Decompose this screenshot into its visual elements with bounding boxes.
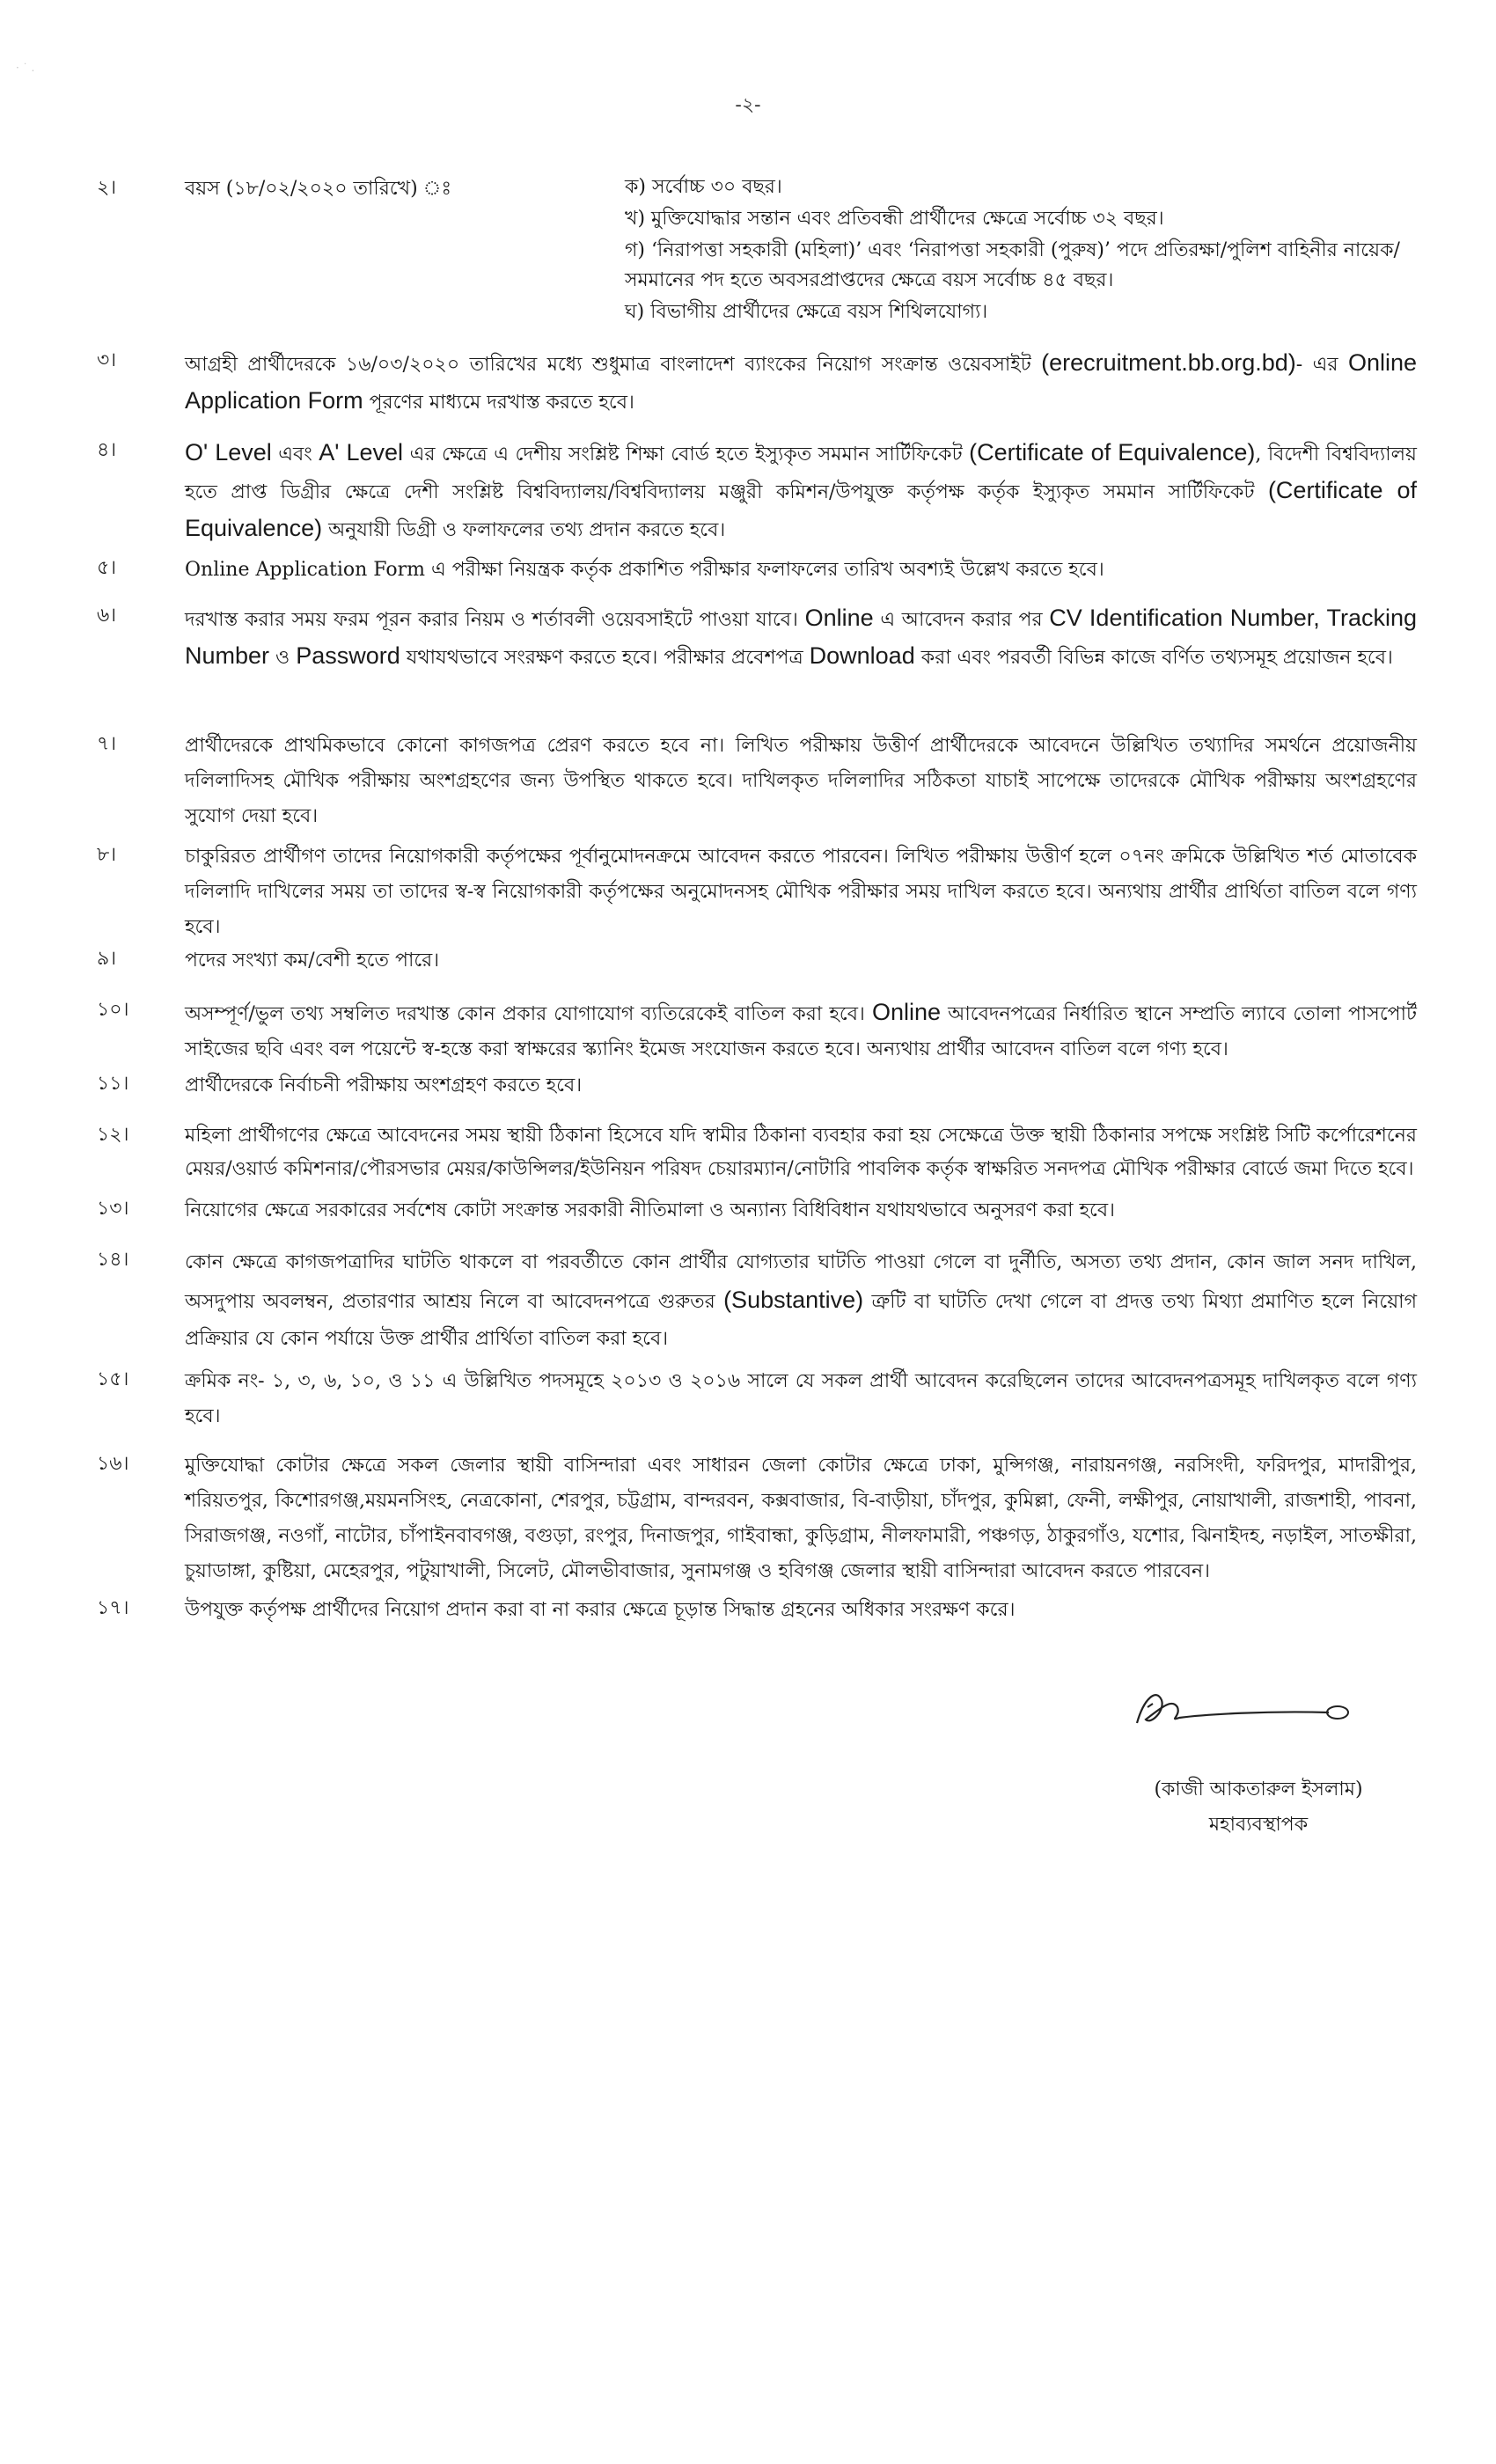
- item-text: ক্রমিক নং- ১, ৩, ৬, ১০, ও ১১ এ উল্লিখিত পদসমূহে ২০১৩ ও ২০১৬ সালে যে সকল প্রার্থী আবেদন করেছিলেন তাদের আবেদনপত্রসমূহ দাখিলকৃত বলে গণ্য হবে।: [185, 1370, 1417, 1427]
- item-number: ১৪।: [97, 1249, 129, 1271]
- website-url: (erecruitment.bb.org.bd): [1041, 349, 1296, 376]
- item-text: উপযুক্ত কর্তৃপক্ষ প্রার্থীদের নিয়োগ প্রদান করা বা না করার ক্ষেত্রে চূড়ান্ত সিদ্ধান্ত গ্রহনের অধিকার সংরক্ষণ করে।: [185, 1599, 1016, 1621]
- item-text: প্রার্থীদেরকে প্রাথমিকভাবে কোনো কাগজপত্র প্রেরণ করতে হবে না। লিখিত পরীক্ষায় উত্তীর্ণ প্রার্থীদেরকে আবেদনে উল্লিখিত তথ্যাদির সমর্থনে প্রয়োজনীয় দলিলাদিসহ মৌখিক পরীক্ষায় অংশগ্রহণের জন্য উপস্থিত থাকতে হবে। দাখিলকৃত দলিলাদির সঠিকতা যাচাই সাপেক্ষে তাদেরকে মৌখিক পরীক্ষায় অংশগ্রহণের সুযোগ দেয়া হবে।: [185, 735, 1417, 827]
- item-number: ১০।: [97, 999, 129, 1021]
- signatory-designation: মহাব্যবস্থাপক: [1208, 1814, 1309, 1836]
- sub-clause-gha: ঘ) বিভাগীয় প্রার্থীদের ক্ষেত্রে বয়স শিথিলযোগ্য।: [625, 301, 988, 323]
- item-number: ৪।: [97, 439, 117, 461]
- page-number: -২-: [735, 94, 761, 116]
- item-number: ১২।: [97, 1124, 129, 1146]
- handwritten-signature: [1126, 1681, 1390, 1742]
- item-number: ১৬।: [97, 1453, 129, 1475]
- sub-clause-ga: গ) ‘নিরাপত্তা সহকারী (মহিলা)’ এবং ‘নিরাপত্তা সহকারী (পুরুষ)’ পদে প্রতিরক্ষা/পুলিশ বাহিনীর নায়েক/সমমানের পদ হতে অবসরপ্রাপ্তদের ক্ষেত্রে বয়স সর্বোচ্চ ৪৫ বছর।: [625, 239, 1400, 291]
- item-text: দরখাস্ত করার সময় ফরম পূরন করার নিয়ম ও শর্তাবলী ওয়েবসাইটে পাওয়া যাবে। Online এ আবেদন করার পর CV Identification Number, Tracking Number ও Password যথাযথভাবে সংরক্ষণ করতে হবে। পরীক্ষার প্রবেশপত্র Download করা এবং পরবর্তী বিভিন্ন কাজে বর্ণিত তথ্যসমূহ প্রয়োজন হবে।: [185, 605, 1417, 669]
- item-text: O' Level এবং A' Level এর ক্ষেত্রে এ দেশীয় সংশ্লিষ্ট শিক্ষা বোর্ড হতে ইস্যুকৃত সমমান সার্টিফিকেট (Certificate of Equivalence), বিদেশী বিশ্ববিদ্যালয় হতে প্রাপ্ত ডিগ্রীর ক্ষেত্রে দেশী সংশ্লিষ্ট বিশ্ববিদ্যালয়/বিশ্ববিদ্যালয় মঞ্জুরী কমিশন/উপযুক্ত কর্তৃপক্ষ কর্তৃক ইস্যুকৃত সমমান সার্টিফিকেট (Certificate of Equivalence) অনুযায়ী ডিগ্রী ও ফলাফলের তথ্য প্রদান করতে হবে।: [185, 439, 1417, 541]
- item-number: ১১।: [97, 1073, 129, 1095]
- sub-clause-ka: ক) সর্বোচ্চ ৩০ বছর।: [625, 176, 782, 198]
- item-number: ১৩।: [97, 1198, 129, 1220]
- item-text: অসম্পূর্ণ/ভুল তথ্য সম্বলিত দরখাস্ত কোন প্রকার যোগাযোগ ব্যতিরেকেই বাতিল করা হবে। Online আবেদনপত্রের নির্ধারিত স্থানে সম্প্রতি ল্যাবে তোলা পাসপোর্ট সাইজের ছবি এবং বল পয়েন্টে স্ব-হস্তে করা স্বাক্ষরের স্ক্যানিং ইমেজ সংযোজন করতে হবে। অন্যথায় প্রার্থীর আবেদন বাতিল বলে গণ্য হবে।: [185, 999, 1417, 1060]
- scan-speck: · ˙ .: [16, 62, 35, 74]
- age-label: বয়স (১৮/০২/২০২০ তারিখে) ঃ: [185, 178, 452, 200]
- item-text: আগ্রহী প্রার্থীদেরকে ১৬/০৩/২০২০ তারিখের মধ্যে শুধুমাত্র বাংলাদেশ ব্যাংকের নিয়োগ সংক্রান্ত ওয়েবসাইট (erecruitment.bb.org.bd)- এর Online Application Form পূরণের মাধ্যমে দরখাস্ত করতে হবে।: [185, 349, 1417, 414]
- item-number: ৩।: [97, 349, 117, 371]
- item-text: কোন ক্ষেত্রে কাগজপত্রাদির ঘাটতি থাকলে বা পরবর্তীতে কোন প্রার্থীর যোগ্যতার ঘাটতি পাওয়া গেলে বা দুর্নীতি, অসত্য তথ্য প্রদান, কোন জাল সনদ দাখিল, অসদুপায় অবলম্বন, প্রতারণার আশ্রয় নিলে বা আবেদনপত্রে গুরুতর (Substantive) ত্রুটি বা ঘাটতি দেখা গেলে বা প্রদত্ত তথ্য মিথ্যা প্রমাণিত হলে নিয়োগ প্রক্রিয়ার যে কোন পর্যায়ে উক্ত প্রার্থীর প্রার্থিতা বাতিল করা হবে।: [185, 1251, 1417, 1350]
- sub-clause-kha: খ) মুক্তিযোদ্ধার সন্তান এবং প্রতিবন্ধী প্রার্থীদের ক্ষেত্রে সর্বোচ্চ ৩২ বছর।: [625, 208, 1164, 230]
- item-number: ৭।: [97, 733, 117, 755]
- item-text: নিয়োগের ক্ষেত্রে সরকারের সর্বশেষ কোটা সংক্রান্ত সরকারী নীতিমালা ও অন্যান্য বিধিবিধান যথাযথভাবে অনুসরণ করা হবে।: [185, 1199, 1116, 1221]
- item-text: মুক্তিযোদ্ধা কোটার ক্ষেত্রে সকল জেলার স্থায়ী বাসিন্দারা এবং সাধারন জেলা কোটার ক্ষেত্রে ঢাকা, মুন্সিগঞ্জ, নারায়নগঞ্জ, নরসিংদী, ফরিদপুর, মাদারীপুর, শরিয়তপুর, কিশোরগঞ্জ,ময়মনসিংহ, নেত্রকোনা, শেরপুর, চট্টগ্রাম, বান্দরবন, কক্সবাজার, বি-বাড়ীয়া, চাঁদপুর, কুমিল্লা, ফেনী, লক্ষীপুর, নোয়াখালী, রাজশাহী, পাবনা, সিরাজগঞ্জ, নওগাঁ, নাটোর, চাঁপাইনবাবগঞ্জ, বগুড়া, রংপুর, দিনাজপুর, গাইবান্ধা, কুড়িগ্রাম, নীলফামারী, পঞ্চগড়, ঠাকুরগাঁও, যশোর, ঝিনাইদহ, নড়াইল, সাতক্ষীরা, চুয়াডাঙ্গা, কুষ্টিয়া, মেহেরপুর, পটুয়াখালী, সিলেট, মৌলভীবাজার, সুনামগঞ্জ ও হবিগঞ্জ জেলার স্থায়ী বাসিন্দারা আবেদন করতে পারবেন।: [185, 1455, 1417, 1582]
- item-number: ৬।: [97, 605, 117, 627]
- item-number: ৯।: [97, 948, 117, 970]
- item-number: ২।: [97, 177, 117, 199]
- item-number: ৮।: [97, 844, 117, 866]
- item-text: চাকুরিরত প্রার্থীগণ তাদের নিয়োগকারী কর্তৃপক্ষের পূর্বানুমোদনক্রমে আবেদন করতে পারবেন। লিখিত পরীক্ষায় উত্তীর্ণ হলে ০৭নং ক্রমিকে উল্লিখিত শর্ত মোতাবেক দলিলাদি দাখিলের সময় তা তাদের স্ব-স্ব নিয়োগকারী কর্তৃপক্ষের অনুমোদনসহ মৌখিক পরীক্ষার সময় দাখিল করতে হবে। অন্যথায় প্রার্থীর প্রার্থিতা বাতিল বলে গণ্য হবে।: [185, 846, 1417, 938]
- item-text: Online Application Form এ পরীক্ষা নিয়ন্ত্রক কর্তৃক প্রকাশিত পরীক্ষার ফলাফলের তারিখ অবশ্যই উল্লেখ করতে হবে।: [185, 559, 1104, 581]
- signatory-name: (কাজী আকতারুল ইসলাম): [1154, 1778, 1363, 1800]
- item-text: পদের সংখ্যা কম/বেশী হতে পারে।: [185, 950, 440, 972]
- item-number: ৫।: [97, 557, 117, 579]
- item-number: ১৭।: [97, 1597, 129, 1619]
- item-text: মহিলা প্রার্থীগণের ক্ষেত্রে আবেদনের সময় স্থায়ী ঠিকানা হিসেবে যদি স্বামীর ঠিকানা ব্যবহার করা হয় সেক্ষেত্রে উক্ত স্থায়ী ঠিকানার সপক্ষে সংশ্লিষ্ট সিটি কর্পোরেশনের মেয়র/ওয়ার্ড কমিশনার/পৌরসভার মেয়র/কাউন্সিলর/ইউনিয়ন পরিষদ চেয়ারম্যান/নোটারি পাবলিক কর্তৃক স্বাক্ষরিত সনদপত্র মৌখিক পরীক্ষার বোর্ডে জমা দিতে হবে।: [185, 1125, 1417, 1180]
- item-text: প্রার্থীদেরকে নির্বাচনী পরীক্ষায় অংশগ্রহণ করতে হবে।: [185, 1074, 583, 1096]
- item-number: ১৫।: [97, 1368, 129, 1390]
